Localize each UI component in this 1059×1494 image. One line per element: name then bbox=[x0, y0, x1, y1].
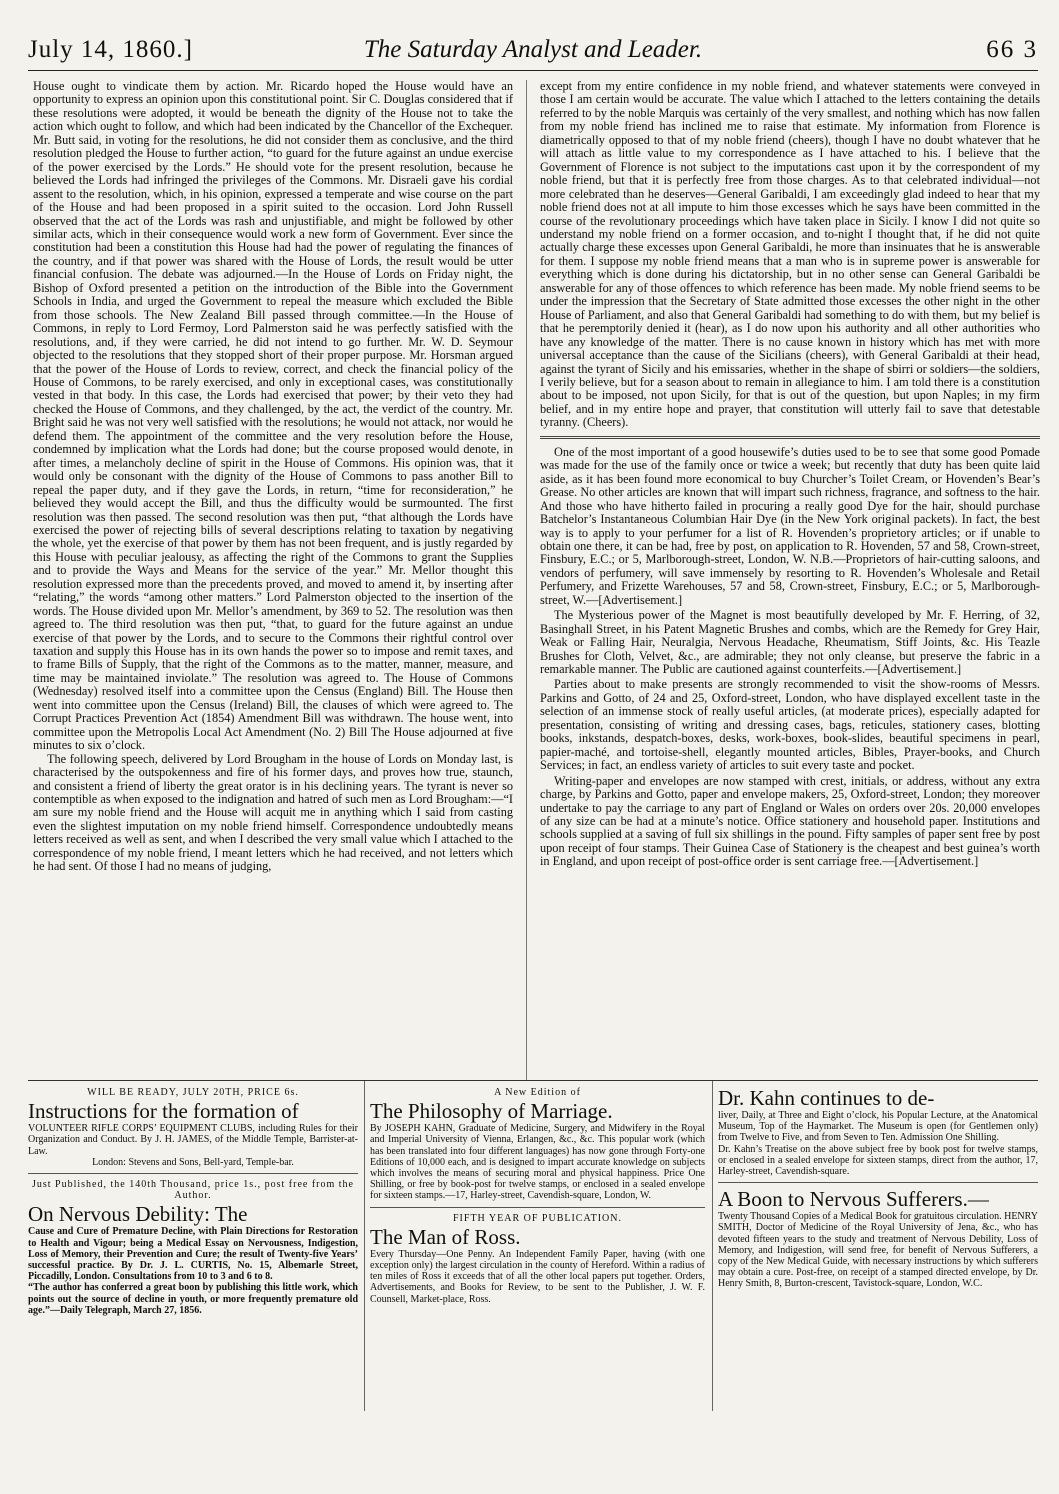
ad-body-philosophy-of-marriage: By JOSEPH KAHN, Graduate of Medicine, Surgery, and Midwifery in the Royal and Imperial University of Vienna, Erlangen, &c., &c. This popular work (which has been translated into four different languages) has now gone through Forty-one Editions of 10,000 each, and is designed to impart accurate knowledge on subjects which involves the means of securing moral and physical happiness. Price One Shilling, or free by book-post for twelve stamps, or enclosed in a sealed envelope for sixteen stamps.—17, Harley-street, Cavendish-square, London, W. bbox=[370, 1123, 705, 1202]
notice-herring: The Mysterious power of the Magnet is most beautifully developed by Mr. F. Herring, of 32, Basinghall Street, in his Patent Magnetic Brushes and combs, which are the Remedy for Grey Hair, Weak or Falling Hair, Neuralgia, Nervous Headache, Rheumatism, Stiff Joints, &c. His Teazle Brushes for Cloth, Velvet, &c., are admirable; they not only cleanse, but preserve the fabric in a remarkable manner. The Public are cautioned against counterfeits.—[Advertisement.] bbox=[540, 608, 1040, 677]
ad-column-3 bbox=[718, 1087, 1038, 1290]
page-header bbox=[28, 30, 1038, 71]
ad-kicker: WILL BE READY, JULY 20TH, PRICE 6s. bbox=[87, 1087, 299, 1098]
ad-rule bbox=[718, 1182, 1038, 1183]
brougham-speech-continued: except from my entire confidence in my noble friend, and whatever statements were conveyed in those I am certain would be accurate. The value which I attached to the letters containing the details referred to by the noble Marquis was certainly of the very smallest, and nothing which has now fallen from my noble friend has inclined me to raise that estimate. My information from Florence is diametrically opposed to that of my noble friend (cheers), though I have no doubt whatever that he will attach as little value to my correspondence as I have attached to his. I believe that the Government of Florence is not subject to the imputations cast upon it by the correspondent of my noble friend, but that it is perfectly free from those charges. As to that celebrated individual—not more celebrated than he deserves—General Garibaldi, I am exceedingly glad indeed to hear that my noble friend does not at all impute to him those excesses which he says have been committed in the course of the revolutionary proceedings which have taken place in Sicily. I know I did not quite so understand my noble friend on a former occasion, and to-night I thought that, if he did not quite actually charge these excesses upon General Garibaldi, he more than insinuates that he is answerable for them. I suppose my noble friend means that a man who is in supreme power is answerable for everything which is done during his dictatorship, but in no other sense can General Garibaldi be answerable for any of those offences to which reference has been made. My noble friend seems to be under the impression that the Secretary of State admitted those excesses the other night in the other House of Parliament, and also that General Garibaldi had something to do with them, but my belief is that he peremptorily denied it (hear), as I do now upon his authority and all other authorities who have any knowledge of the matter. There is no cause known in history which has met with more universal acceptance than the cause of the Sicilians (cheers), with General Garibaldi at their head, against the tyrant of Sicily and his emissaries, whether in the shape of sbirri or soldiers—the soldiers, I verily believe, but for a season about to remain in allegiance to him. I am told there is a constitution about to be imposed, not upon Sicily, for that is out of the question, but upon Naples; in my firm belief, and in my entire hope and prayer, that constitution will utterly fail to save that detestable tyranny. (Cheers). bbox=[540, 79, 1040, 430]
ad-column-1 bbox=[28, 1087, 358, 1316]
section-rule bbox=[540, 436, 1040, 439]
publication-title: The Saturday Analyst and Leader. bbox=[363, 36, 703, 63]
left-column bbox=[33, 80, 513, 874]
ad-divider bbox=[712, 1081, 713, 1411]
ad-headline-volunteer: Instructions for the formation of bbox=[28, 1099, 299, 1124]
issue-date: July 14, 1860.] bbox=[28, 36, 193, 63]
ad-body-volunteer: VOLUNTEER RIFLE CORPS’ EQUIPMENT CLUBS, including Rules for their Organization and Conduct. By J. H. JAMES, of the Middle Temple, Barrister-at-Law. bbox=[28, 1123, 358, 1157]
notice-parkins-presents: Parties about to make presents are strongly recommended to visit the show-rooms of Messrs. Parkins and Gotto, of 24 and 25, Oxford-street, London, who have displayed excellent taste in the selection of an immense stock of really useful articles, (at moderate prices), especially adapted for presentation, consisting of writing and dressing cases, bags, reticules, stationery cases, blotting books, inkstands, despatch-boxes, desks, work-boxes, book-slides, beautiful specimens in pearl, papier-maché, and tortoise-shell, elegantly mounted articles, Bibles, Prayer-books, and Church Services; in fact, an endless variety of articles to suit every taste and pocket. bbox=[540, 677, 1040, 773]
ad-headline-dr-kahn: Dr. Kahn continues to de- bbox=[718, 1086, 935, 1110]
ad-kicker: Just Published, the 140th Thousand, price 1s., post free from the Author. bbox=[31, 1179, 354, 1202]
ad-kicker: FIFTH YEAR OF PUBLICATION. bbox=[453, 1212, 622, 1224]
right-column bbox=[540, 80, 1040, 869]
ad-headline-man-of-ross: The Man of Ross. bbox=[370, 1224, 521, 1249]
ad-publisher: London: Stevens and Sons, Bell-yard, Temple-bar. bbox=[92, 1156, 294, 1168]
brougham-speech-intro: The following speech, delivered by Lord Brougham in the house of Lords on Monday last, is characterised by the outspokenness and fire of his former days, and proves how true, staunch, and consistent a friend of liberty the great orator is in his declining years. The tyrant is never so contemptible as when exposed to the indignation and hatred of such men as Lord Brougham:—“I am sure my noble friend and the House will acquit me in anything which I said from casting even the slightest imputation on my noble friend himself. Correspondence undoubtedly means letters received as well as sent, and when I described the very small value which I attached to the correspondence of my noble friend, I meant letters which he had received, and not letters which he had sent. Of those I had no means of judging, bbox=[33, 751, 513, 874]
column-divider bbox=[526, 80, 527, 1080]
notice-parkins-paper: Writing-paper and envelopes are now stamped with crest, initials, or address, without any extra charge, by Parkins and Gotto, paper and envelope makers, 25, Oxford-street, London; they moreover undertake to pay the carriage to any part of England or Wales on orders over 20s. 20,000 envelopes of any size can be had at a minute’s notice. Office stationery and household paper. Institutions and schools supplied at a saving of full six shillings in the pound. Fifty samples of paper sent free by post upon receipt of four stamps. Their Guinea Case of Stationery is the cheapest and best guinea’s worth in England, and upon receipt of post-office order is sent carriage free.—[Advertisement.] bbox=[540, 773, 1040, 869]
ad-headline-boon: A Boon to Nervous Sufferers.— bbox=[718, 1187, 989, 1212]
ad-headline-nervous-debility: On Nervous Debility: The bbox=[28, 1202, 248, 1227]
ad-rule bbox=[28, 1173, 358, 1174]
ad-quote: “The author has conferred a great boon by publishing this little work, which points out the source of decline in youth, or more frequently premature old age.”—Daily Telegraph, March 27, 1856. bbox=[28, 1282, 358, 1316]
ad-body-dr-kahn-treatise: Dr. Kahn’s Treatise on the above subject free by book post for twelve stamps, or enclosed in a sealed envelope for sixteen stamps, direct from the author, 17, Harley-street, Cavendish-square. bbox=[718, 1143, 1038, 1178]
ad-column-2 bbox=[370, 1087, 705, 1305]
page-number: 66 3 bbox=[986, 36, 1038, 63]
ad-rule bbox=[370, 1207, 705, 1208]
ad-body-dr-kahn: liver, Daily, at Three and Eight o’clock, his Popular Lecture, at the Anatomical Museum, Top of the Haymarket. The Museum is open (for Gentlemen only) from Twelve to Five, and from Seven to Ten. Admission One Shilling. bbox=[718, 1110, 1038, 1144]
advertisements bbox=[28, 1080, 1038, 1491]
ad-divider bbox=[364, 1081, 365, 1411]
ad-body-man-of-ross: Every Thursday—One Penny. An Independent Family Paper, having (with one exception only) the largest circulation in the county of Hereford. Within a radius of ten miles of Ross it exceeds that of all the other local papers put together. Orders, Advertisements, and Books for Review, to be sent to the Publisher, J. W. F. Counsell, Market-place, Ross. bbox=[370, 1248, 705, 1305]
ad-body-nervous-debility: Cause and Cure of Premature Decline, with Plain Directions for Restoration to Health and Vigour; being a Medical Essay on Nervousness, Indigestion, Loss of Memory, their Prevention and Cure; the result of Twenty-five Years’ successful practice. By Dr. J. L. CURTIS, No. 15, Albemarle Street, Piccadilly, London. Consultations from 10 to 3 and 6 to 8. bbox=[28, 1226, 358, 1283]
ad-kicker: A New Edition of bbox=[494, 1087, 581, 1098]
ad-body-boon: Twenty Thousand Copies of a Medical Book for gratuitous circulation. HENRY SMITH, Doctor of Medicine of the Royal University of Jena, &c., who has devoted fifteen years to the study and treatment of Nervous Debility, Loss of Memory, and Indigestion, will send free, for benefit of Nervous Sufferers, a copy of the New Medical Guide, with necessary instructions by which sufferers may obtain a cure. Post-free, on receipt of a stamped directed envelope, by Dr. Henry Smith, 8, Burton-crescent, Tavistock-square, London, W.C. bbox=[718, 1211, 1038, 1290]
parliament-report: House ought to vindicate them by action. Mr. Ricardo hoped the House would have an opportunity to express an opinion upon this constitutional point. Sir C. Douglas considered that if these resolutions were adopted, it would be beneath the dignity of the House not to take the action which ought to follow, and which had been indicated by the Chancellor of the Exchequer. Mr. Butt said, in voting for the resolutions, he did not consider them as conclusive, and the third resolution pledged the House to further action, “to guard for the future against an undue exercise of the power exercised by the Lords.” He should vote for the present resolution, because he believed the Lords had infringed the privileges of the Commons. Mr. Disraeli gave his cordial assent to the resolution, which, in his opinion, expressed a temperate and wise course on the part of the House and had been proposed in a spirit suited to the occasion. Lord John Russell observed that the act of the Lords was rash and unjustifiable, and might be followed by other similar acts, which in their consequence would work a new form of Government. Ever since the constitution had been a constitution this House had had the power of regulating the finances of the country, and if that power was shared with the House of Lords, the result would be utter financial confusion. The debate was adjourned.—In the House of Lords on Friday night, the Bishop of Oxford presented a petition on the introduction of the Bible into the Government Schools in India, and urged the Government to repeal the measure which excluded the Bible from those schools. The New Zealand Bill passed through committee.—In the House of Commons, in reply to Lord Fermoy, Lord Palmerston said he was perfectly satisfied with the resolutions, and, if they were carried, he did not intend to go further. Mr. W. D. Seymour objected to the resolutions that they stopped short of their proper purpose. Mr. Horsman argued that the power of the House of Lords to review, correct, and check the financial policy of the House of Commons, to be rarely exercised, and only in exceptional cases, was constitutionally vested in that body. In this case, the Lords had exercised that power; by their veto they had checked the House of Commons, and they challenged, by the act, the verdict of the country. Mr. Bright said he was not very well satisfied with the resolutions; he would not attack, nor would he defend them. The appointment of the committee and the very resolution before the House, condemned by implication what the Lords had done; but the course proposed would denote, in after times, a melancholy decline of spirit in the House of Commons. His opinion was, that it would only be consonant with the dignity of the House of Commons to pass another Bill to repeal the paper duty, and if they gave the Lords, in return, “time for reconsideration,” he believed they would accept the Bill, and thus the difficulty would be surmounted. The first resolution was then passed. The second resolution was then put, “that although the Lords have exercised the power of rejecting bills of several descriptions relating to taxation by negativing the whole, yet the exercise of that power by them has not been frequent, and is justly regarded by this House with peculiar jealousy, as affecting the right of the Commons to grant the Supplies and to provide the Ways and Means for the service of the year.” Mr. Mellor thought this resolution expressed more than the precedents proved, and moved to amend it, by inserting after “relating,” the words “among other matters.” Lord Palmerston objected to the insertion of the words. The House divided upon Mr. Mellor’s amendment, by 369 to 52. The resolution was then agreed to. The third resolution was then put, “that, to guard for the future against an undue exercise of that power by the Lords, and to secure to the Commons their rightful control over taxation and supply this House has in its own hands the power so to impose and remit taxes, and to frame Bills of Supply, that the right of the Commons as to the matter, manner, measure, and time may be maintained inviolate.” The resolution was agreed to. The House of Commons (Wednesday) resolved itself into a committee upon the Census (England) Bill. The House then went into committee upon the Census (Ireland) Bill, the clauses of which were agreed to. The Corrupt Practices Prevention Act (1854) Amendment Bill was withdrawn. The house went, into committee upon the Metropolis Local Act Amendment (No. 2) Bill The House adjourned at five minutes to six o’clock. bbox=[33, 79, 513, 753]
notice-hovenden: One of the most important of a good housewife’s duties used to be to see that some good Pomade was made for the use of the family once or twice a week; but recently that duty has been quite laid aside, as it has been found more economical to buy Churcher’s Toilet Cream, or Hovenden’s Bear’s Grease. No other articles are known that will impart such richness, fragrance, and softness to the hair. And those who have hitherto failed in procuring a really good Dye for the hair, should purchase Batchelor’s Instantaneous Columbian Hair Dye (in the New York original packets). In fact, the best way is to apply to your perfumer for a list of R. Hovenden’s proprietory articles; or if unable to obtain one there, it can be had, free by post, on application to R. Hovenden, 57 and 58, Crown-street, Finsbury, E.C.; or 5, Marlborough-street, London, W. N.B.—Proprietors of hair-cutting saloons, and vendors of perfumery, will save immensely by resorting to R. Hovenden’s Wholesale and Retail Perfumery, and Frizette Warehouses, 57 and 58, Crown-street, Finsbury, E.C.; or 5, Marlborough-street, W.—[Advertisement.] bbox=[540, 444, 1040, 607]
ad-headline-philosophy-of-marriage: The Philosophy of Marriage. bbox=[370, 1099, 613, 1124]
